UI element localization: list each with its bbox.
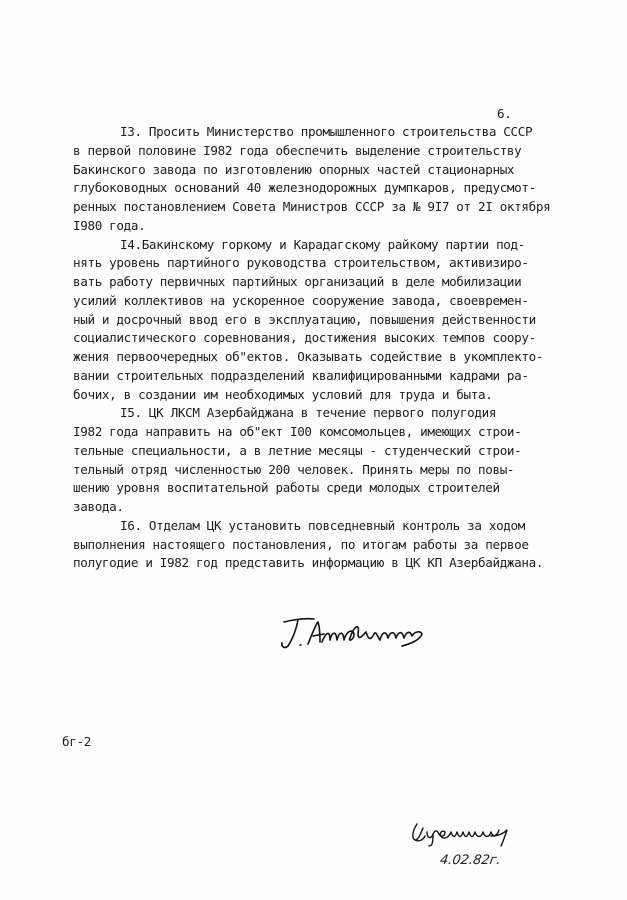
document-code: бг-2 bbox=[62, 734, 91, 749]
text-line: ренных постановлением Совета Министров СССР за № 9I7 от 2I октября bbox=[73, 199, 551, 214]
text-line: I5. ЦК ЛКСМ Азербайджана в течение первого полугодия bbox=[120, 405, 497, 421]
text-line: I3. Просить Министерство промышленного строительства СССР bbox=[120, 124, 533, 139]
text-line: усилий коллективов на ускоренное сооружение завода, своевремен- bbox=[73, 292, 529, 308]
paragraph-15 bbox=[73, 404, 613, 517]
text-line: I982 года направить на об"ект I00 комсомольцев, имеющих строи- bbox=[73, 424, 522, 439]
paragraph-16 bbox=[73, 517, 613, 573]
text-line: бочих, в создании им необходимых условий для труда и быта. bbox=[73, 386, 493, 402]
text-line: I6. Отделам ЦК установить повседневный контроль за ходом bbox=[120, 517, 525, 533]
text-line: тельные специальности, а в летние месяцы - студенческий строи- bbox=[73, 442, 522, 458]
paragraph-13 bbox=[73, 123, 613, 236]
approval-signature-handwritten bbox=[405, 818, 535, 848]
document-body bbox=[73, 123, 613, 573]
page-number: 6. bbox=[497, 106, 512, 121]
text-line: глубоководных оснований 40 железнодорожных думпкаров, предусмот- bbox=[73, 180, 536, 196]
text-line: I980 года. bbox=[73, 217, 146, 233]
text-line: шению уровня воспитательной работы среди молодых строителей bbox=[73, 480, 500, 496]
text-line: тельный отряд численностью 200 человек. Принять меры по повы- bbox=[73, 461, 515, 477]
text-line: завода. bbox=[73, 499, 124, 514]
text-line: Бакинского завода по изготовлению опорных частей стационарных bbox=[73, 161, 515, 177]
text-line: ный и досрочный ввод его в эксплуатацию, повышения действенности bbox=[73, 311, 536, 327]
text-line: полугодие и I982 год представить информацию в ЦК КП Азербайджана. bbox=[73, 555, 544, 571]
signature-handwritten bbox=[270, 612, 440, 652]
text-line: нять уровень партийного руководства строительством, активизиро- bbox=[73, 255, 529, 271]
text-line: жения первоочередных об"ектов. Оказывать содействие в укомплекто- bbox=[73, 349, 544, 364]
text-line: вать работу первичных партийных организаций в деле мобилизации bbox=[73, 274, 522, 289]
text-line: I4.Бакинскому горкому и Карадагскому райкому партии под- bbox=[120, 236, 525, 252]
text-line: вании строительных подразделений квалифицированными кадрами ра- bbox=[73, 367, 529, 383]
text-line: в первой половине I982 года обеспечить выделение строительству bbox=[73, 142, 522, 158]
paragraph-14 bbox=[73, 236, 613, 405]
text-line: выполнения настоящего постановления, по итогам работы за первое bbox=[73, 536, 529, 552]
approval-date: 4.02.82г. bbox=[438, 853, 502, 868]
text-line: социалистического соревнования, достижения высоких темпов соору- bbox=[73, 330, 536, 346]
